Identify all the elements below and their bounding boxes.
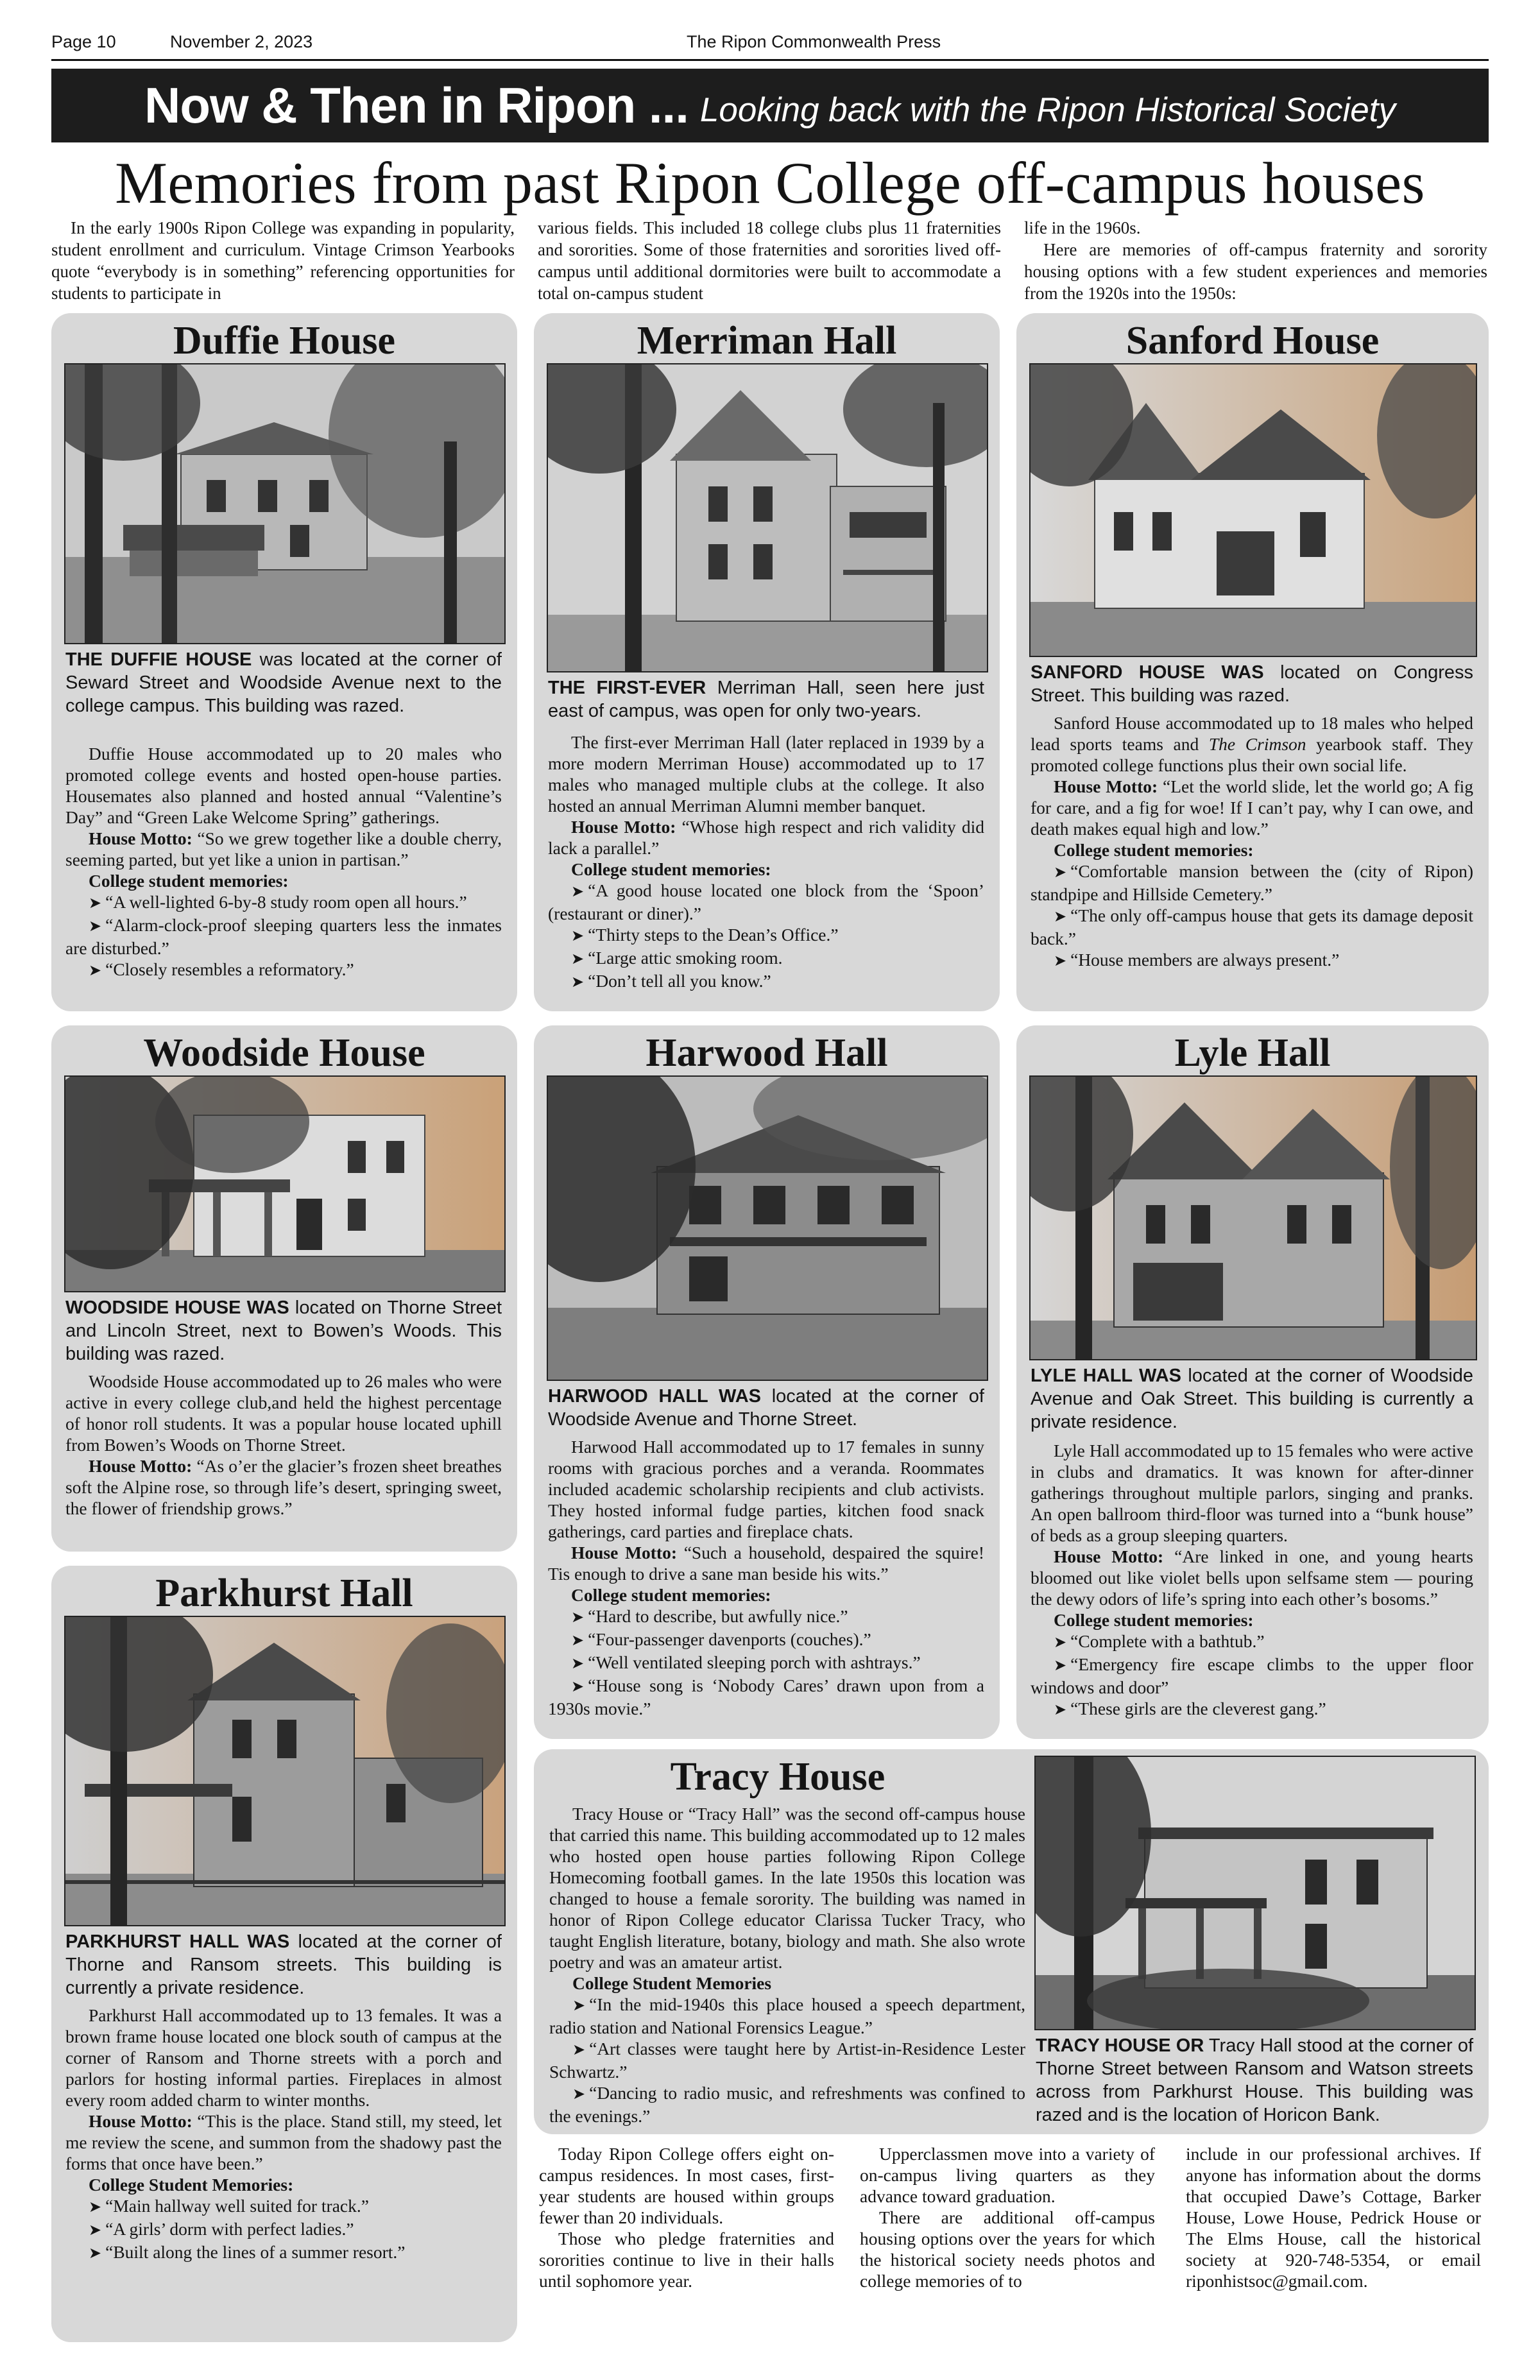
woodside-house-photo	[64, 1075, 506, 1292]
merriman-hall-title: Merriman Hall	[637, 319, 897, 363]
list-item: ➤ “These girls are the cleverest gang.”	[1054, 1699, 1326, 1718]
lyle-memories-label: College student memories:	[1054, 1610, 1254, 1630]
harwood-caption-rest: located at the corner of Woodside Avenue and Thorne Street.	[548, 1386, 984, 1430]
list-item: ➤ “Don’t tell all you know.”	[571, 971, 771, 991]
sanford-caption	[1031, 661, 1473, 707]
list-item: ➤ “Dancing to radio music, and refreshments was confined to the evenings.”	[549, 2083, 1025, 2126]
lyle-caption-lead: LYLE HALL WAS	[1031, 1366, 1182, 1386]
duffie-caption	[65, 648, 502, 717]
harwood-hall-box	[534, 1025, 1000, 1739]
sanford-house-box	[1016, 313, 1489, 1011]
banner-main: Now & Then in Ripon ...	[144, 77, 689, 133]
lyle-motto: “Are linked in one, and young hearts bloomed out like violet bells upon selfsame stem — pouring the dewy odors of life’s spring into each other’s bosoms.”	[1031, 1546, 1473, 1609]
closing-text-1b: Those who pledge fraternities and sororities continue to live in their halls until sophomore year.	[539, 2229, 834, 2291]
duffie-caption-rest: was located at the corner of Seward Street and Woodside Avenue next to the college campus. This building was razed.	[65, 649, 502, 716]
lyle-hall-box	[1016, 1025, 1489, 1739]
headline: Memories from past Ripon College off-campus houses	[115, 150, 1425, 216]
intro-col-1	[51, 217, 515, 307]
sanford-memory-2: “The only off-campus house that gets its damage deposit back.”	[1031, 905, 1473, 948]
tracy-body-text: Tracy House or “Tracy Hall” was the second off-campus house that carried this name. This building accommodated up to 12 males who hosted open house parties following Ripon College Homecoming football games. In the late 1950s this location was changed to house a female sorority. The building was named in honor of Ripon College educator Clarissa Tucker Tracy, who taught English literature, botany, biology and math. She also wrote poetry and was an amateur artist.	[549, 1804, 1025, 1972]
woodside-caption-rest: located on Thorne Street and Lincoln Street, next to Bowen’s Woods. This building was razed.	[65, 1297, 502, 1364]
duffie-house-photo	[64, 363, 506, 644]
sanford-house-photo	[1029, 363, 1477, 657]
woodside-caption-lead: WOODSIDE HOUSE WAS	[65, 1297, 289, 1318]
woodside-body	[65, 1371, 502, 1519]
harwood-hall-photo	[547, 1075, 988, 1381]
list-item: ➤ “Emergency fire escape climbs to the upper floor windows and door”	[1031, 1654, 1473, 1697]
merriman-body-text: The first-ever Merriman Hall (later replaced in 1939 by a more modern Merriman House) accommodated up to 17 males who managed multiple clubs at the college. It also hosted an annual Merriman Alumni member banquet.	[548, 732, 984, 816]
intro-text-1: In the early 1900s Ripon College was expanding in popularity, student enrollment and curriculum. Vintage Crimson Yearbooks quote “everybody is in something” referencing opportunities for students to participate in	[51, 218, 515, 303]
list-item: ➤ “Closely resembles a reformatory.”	[89, 959, 354, 979]
list-item: ➤ “Thirty steps to the Dean’s Office.”	[571, 925, 839, 945]
closing-text-3: include in our professional archives. If anyone has information about the dorms that occupied Dawe’s Cottage, Barker House, Lowe House, Pedrick House or The Elms House, call the historical society at 920-748-5354, or email riponhistsoc@gmail.com.	[1186, 2144, 1481, 2291]
merriman-memory-1: “A good house located one block from the ‘Spoon’ (restaurant or diner).”	[548, 880, 984, 923]
list-item: ➤ “Four-passenger davenports (couches).”	[571, 1629, 871, 1649]
tracy-house-title: Tracy House	[670, 1755, 886, 1799]
intro-text-3a: life in the 1960s.	[1024, 218, 1141, 237]
parkhurst-memories-label: College Student Memories:	[89, 2175, 294, 2195]
merriman-caption-lead: THE FIRST-EVER	[548, 678, 706, 698]
closing-col-2	[860, 2143, 1155, 2291]
harwood-memory-4: “House song is ‘Nobody Cares’ drawn upon from a 1930s movie.”	[548, 1675, 984, 1718]
closing-text-2a: Upperclassmen move into a variety of on-campus living quarters as they advance toward graduation.	[860, 2144, 1155, 2206]
woodside-motto-label: House Motto:	[89, 1456, 193, 1476]
harwood-memory-2: “Four-passenger davenports (couches).”	[588, 1629, 871, 1649]
merriman-memory-2: “Thirty steps to the Dean’s Office.”	[588, 925, 839, 945]
sanford-memories-label: College student memories:	[1054, 840, 1254, 860]
duffie-house-title: Duffie House	[173, 319, 396, 363]
list-item: ➤ “In the mid-1940s this place housed a speech department, radio station and National Forensics League.”	[549, 1994, 1025, 2037]
list-item: ➤ “House members are always present.”	[1054, 950, 1340, 970]
lyle-motto-label: House Motto:	[1054, 1546, 1164, 1566]
issue-date: November 2, 2023	[170, 32, 313, 51]
sanford-motto-label: House Motto:	[1054, 776, 1158, 796]
parkhurst-caption-lead: PARKHURST HALL WAS	[65, 1931, 290, 1952]
parkhurst-motto-label: House Motto:	[89, 2111, 193, 2131]
woodside-body-text: Woodside House accommodated up to 26 males who were active in every college club,and held the highest percentage of honor roll students. It was a popular house located uphill from Bowen’s Woods on Thorne Street.	[65, 1371, 502, 1455]
lyle-caption	[1031, 1364, 1473, 1434]
lyle-memory-1: “Complete with a bathtub.”	[1070, 1631, 1265, 1651]
sanford-yearbook-name: The Crimson	[1208, 734, 1306, 754]
duffie-memory-3: “Closely resembles a reformatory.”	[105, 959, 354, 979]
merriman-memories-label: College student memories:	[571, 859, 771, 879]
banner-sub: Looking back with the Ripon Historical Society	[699, 91, 1396, 129]
parkhurst-motto: “This is the place. Stand still, my steed, let me review the scene, and summon from the shadowy past the forms that once have been.”	[65, 2111, 502, 2173]
list-item: ➤ “Large attic smoking room.	[571, 948, 783, 968]
sanford-memory-1: “Comfortable mansion between the (city of Ripon) standpipe and Hillside Cemetery.”	[1031, 861, 1473, 904]
intro-text-2: various fields. This included 18 college clubs plus 11 fraternities and sororities. Some of those fraternities and sororities lived off-campus until additional dormitories were built to accommodate a total on-campus student	[538, 218, 1001, 303]
list-item: ➤ “The only off-campus house that gets its damage deposit back.”	[1031, 905, 1473, 948]
intro-col-3	[1024, 217, 1487, 307]
harwood-memory-1: “Hard to describe, but awfully nice.”	[588, 1606, 848, 1626]
duffie-memory-2: “Alarm-clock-proof sleeping quarters less the inmates are disturbed.”	[65, 915, 502, 958]
parkhurst-hall-title: Parkhurst Hall	[155, 1571, 413, 1615]
merriman-caption	[548, 676, 984, 723]
closing-text-1a: Today Ripon College offers eight on-campus residences. In most cases, first-year students are housed within groups fewer than 20 individuals.	[539, 2144, 834, 2227]
list-item: ➤ “A well-lighted 6-by-8 study room open all hours.”	[89, 892, 467, 912]
woodside-caption	[65, 1296, 502, 1366]
harwood-motto: “Such a household, despaired the squire! Tis enough to drive a sane man beside his wits.”	[548, 1543, 984, 1584]
list-item: ➤ “Built along the lines of a summer resort.”	[89, 2242, 406, 2262]
header-rule	[51, 59, 1489, 61]
woodside-house-title: Woodside House	[143, 1031, 425, 1075]
list-item: ➤ “Main hallway well suited for track.”	[89, 2196, 369, 2216]
tracy-caption-rest: Tracy Hall stood at the corner of Thorne Street between Ransom and Watson streets across from Parkhurst House. This building was razed and is the location of Horicon Bank.	[1036, 2035, 1474, 2125]
publication-name: The Ripon Commonwealth Press	[687, 32, 941, 51]
lyle-hall-photo	[1029, 1075, 1477, 1360]
duffie-body	[65, 743, 502, 982]
section-banner	[51, 69, 1489, 142]
parkhurst-memory-2: “A girls’ dorm with perfect ladies.”	[105, 2219, 354, 2239]
intro-col-2	[538, 217, 1001, 307]
closing-col-3	[1186, 2143, 1481, 2291]
sanford-body-b: yearbook staff. They promoted college functions plus their own social life.	[1031, 734, 1473, 775]
tracy-memory-1: “In the mid-1940s this place housed a speech department, radio station and National Forensics League.”	[549, 1994, 1025, 2037]
woodside-house-box	[51, 1025, 517, 1552]
harwood-hall-title: Harwood Hall	[646, 1031, 888, 1075]
merriman-hall-photo	[547, 363, 988, 672]
intro-text-3b: Here are memories of off-campus fraternity and sorority housing options with a few student experiences and memories from the 1920s into the 1950s:	[1024, 240, 1487, 303]
sanford-body	[1031, 712, 1473, 972]
lyle-hall-title: Lyle Hall	[1174, 1031, 1331, 1075]
woodside-motto: “As o’er the glacier’s frozen sheet breathes soft the Alpine rose, so through life’s desert, springing sweet, the flower of friendship grows.”	[65, 1456, 502, 1518]
lyle-caption-rest: located at the corner of Woodside Avenue and Oak Street. This building is currently a private residence.	[1031, 1366, 1473, 1432]
list-item: ➤ “House song is ‘Nobody Cares’ drawn upon from a 1930s movie.”	[548, 1675, 984, 1718]
tracy-memories-label: College Student Memories	[572, 1973, 772, 1993]
closing-text-2b: There are additional off-campus housing options over the years for which the historical society needs photos and college memories of to	[860, 2207, 1155, 2291]
merriman-body	[548, 732, 984, 993]
duffie-memories-label: College student memories:	[89, 871, 289, 891]
tracy-caption-lead: TRACY HOUSE OR	[1036, 2035, 1204, 2056]
sanford-body-a: Sanford House accommodated up to 18 males who helped lead sports teams and	[1031, 713, 1473, 754]
duffie-body-text: Duffie House accommodated up to 20 males who promoted college events and hosted open-house parties. Housemates also planned and hosted annual “Valentine’s Day” and “Green Lake Welcome Spring” gatherings.	[65, 744, 502, 827]
tracy-house-box	[534, 1749, 1489, 2134]
list-item: ➤ “A girls’ dorm with perfect ladies.”	[89, 2219, 354, 2239]
parkhurst-caption	[65, 1930, 502, 1999]
harwood-caption-lead: HARWOOD HALL WAS	[548, 1386, 762, 1407]
tracy-memory-2: “Art classes were taught here by Artist-in-Residence Lester Schwartz.”	[549, 2039, 1025, 2082]
harwood-body-text: Harwood Hall accommodated up to 17 females in sunny rooms with gracious porches and a veranda. Roommates included academic scholarship recipients and club activists. They hosted informal fudge parties, kitchen food snack gatherings, card parties and fireplace chats.	[548, 1437, 984, 1541]
merriman-caption-rest: Merriman Hall, seen here just east of campus, was open for only two-years.	[548, 678, 984, 721]
sanford-caption-rest: located on Congress Street. This building was razed.	[1031, 662, 1473, 706]
merriman-memory-3: “Large attic smoking room.	[588, 948, 783, 968]
closing-col-1	[539, 2143, 834, 2291]
lyle-memory-3: “These girls are the cleverest gang.”	[1070, 1699, 1326, 1718]
parkhurst-hall-photo	[64, 1616, 506, 1926]
harwood-body	[548, 1436, 984, 1719]
parkhurst-body	[65, 2005, 502, 2264]
parkhurst-hall-box	[51, 1566, 517, 2342]
harwood-caption	[548, 1385, 984, 1431]
list-item: ➤ “Comfortable mansion between the (city of Ripon) standpipe and Hillside Cemetery.”	[1031, 861, 1473, 904]
harwood-memory-3: “Well ventilated sleeping porch with ashtrays.”	[588, 1652, 921, 1672]
page-number: Page 10	[51, 32, 116, 51]
lyle-memory-2: “Emergency fire escape climbs to the upper floor windows and door”	[1031, 1654, 1473, 1697]
list-item: ➤ “Well ventilated sleeping porch with ashtrays.”	[571, 1652, 921, 1672]
page-header	[51, 32, 1489, 58]
harwood-motto-label: House Motto:	[571, 1543, 677, 1562]
parkhurst-memory-3: “Built along the lines of a summer resort.”	[105, 2242, 406, 2262]
sanford-house-title: Sanford House	[1125, 319, 1380, 363]
harwood-memories-label: College student memories:	[571, 1585, 771, 1605]
tracy-caption	[1036, 2034, 1473, 2127]
tracy-memory-3: “Dancing to radio music, and refreshments was confined to the evenings.”	[549, 2083, 1025, 2126]
parkhurst-body-text: Parkhurst Hall accommodated up to 13 females. It was a brown frame house located one block south of campus at the corner of Ransom and Thorne streets with a porch and parlors for hosting informal parties. Fireplaces in almost every room added charm to winter months.	[65, 2005, 502, 2110]
merriman-memory-4: “Don’t tell all you know.”	[588, 971, 771, 991]
lyle-body	[1031, 1440, 1473, 1721]
list-item: ➤ “A good house located one block from the ‘Spoon’ (restaurant or diner).”	[548, 880, 984, 923]
list-item: ➤ “Alarm-clock-proof sleeping quarters less the inmates are disturbed.”	[65, 915, 502, 958]
lyle-body-text: Lyle Hall accommodated up to 15 females who were active in clubs and dramatics. It was known for after-dinner gatherings throughout multiple parlors, singing and pranks. An open ballroom third-floor was turned into a “bunk house” of beds as a group sleeping quarters.	[1031, 1441, 1473, 1545]
parkhurst-caption-rest: located at the corner of Thorne and Ransom streets. This building is currently a private residence.	[65, 1931, 502, 1998]
duffie-house-box	[51, 313, 517, 1011]
duffie-motto-label: House Motto:	[89, 828, 193, 848]
duffie-caption-lead: THE DUFFIE HOUSE	[65, 649, 252, 670]
tracy-body	[549, 1803, 1025, 2127]
tracy-house-photo	[1034, 1756, 1476, 2030]
sanford-memory-3: “House members are always present.”	[1070, 950, 1340, 970]
merriman-motto-label: House Motto:	[571, 817, 676, 837]
sanford-motto: “Let the world slide, let the world go; A fig for care, and a fig for woe! If I can’t pay, why I can owe, and death makes equal high and low.”	[1031, 776, 1473, 839]
list-item: ➤ “Hard to describe, but awfully nice.”	[571, 1606, 848, 1626]
duffie-motto: “So we grew together like a double cherry, seeming parted, but yet like a union in partisan.”	[65, 828, 502, 869]
parkhurst-memory-1: “Main hallway well suited for track.”	[105, 2196, 369, 2216]
list-item: ➤ “Art classes were taught here by Artist-in-Residence Lester Schwartz.”	[549, 2039, 1025, 2082]
list-item: ➤ “Complete with a bathtub.”	[1054, 1631, 1265, 1651]
sanford-caption-lead: SANFORD HOUSE WAS	[1031, 662, 1264, 683]
duffie-memory-1: “A well-lighted 6-by-8 study room open all hours.”	[105, 892, 467, 912]
merriman-hall-box	[534, 313, 1000, 1011]
merriman-motto: “Whose high respect and rich validity did lack a parallel.”	[548, 817, 984, 858]
